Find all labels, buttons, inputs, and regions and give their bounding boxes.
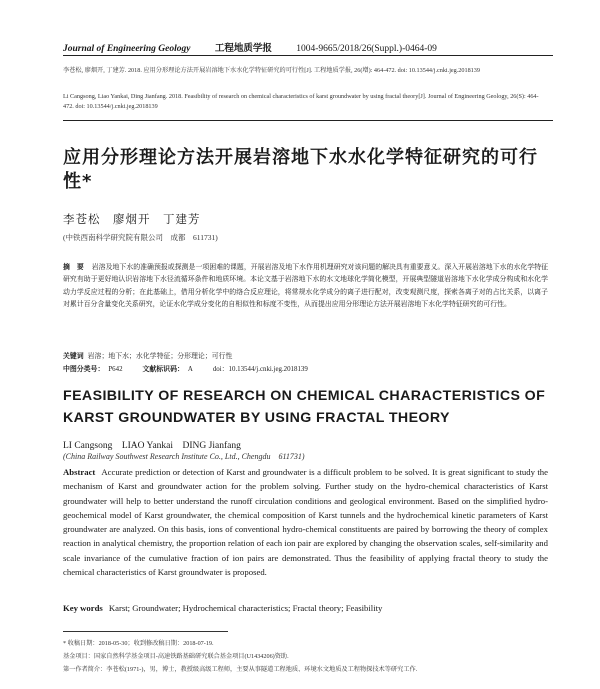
- abstract-cn-label: 摘 要: [63, 264, 84, 271]
- doi-value: 10.13544/j.cnki.jeg.2018139: [228, 366, 308, 373]
- authors-en: LI Cangsong LIAO Yankai DING Jianfang: [63, 441, 241, 451]
- footnote-funding: 基金项目：国家自然科学基金项目-高速铁路基础研究联合基金项目(U1434206)资助.: [63, 653, 289, 660]
- doi-label: doi：: [212, 366, 229, 373]
- keywords-en-label: Key words: [63, 603, 103, 613]
- abstract-cn-text: 岩溶及地下水的准确预报或探测是一项困难的课题，开展岩溶及地下水作用机理研究对该问题的解决具有重要意义。深入开展岩溶地下水的水化学特征研究有助于更好地认识岩溶地下水径流循环条件和地质环境。本论文基于岩溶地下水的水文地球化学简化模型，开展典型隧道岩溶地下水化学成分构成和水化学动力学反应过程的分析；在此基础上，借用分析化学中的络合反应理论，将常规水化学成分的离子进行配对，改变观测尺度，探索各离子对的占比关系，以离子对累计百分含量变化关系研究，论证水化学成分变化的自相似性和标度不变性，从而提出应用分形理论方法开展岩溶地下水化学特征研究的可行性。: [63, 264, 549, 308]
- keywords-cn-label: 关键词: [63, 353, 84, 360]
- title-cn: 应用分形理论方法开展岩溶地下水水化学特征研究的可行性*: [63, 147, 538, 192]
- footnote-rule: [63, 631, 228, 632]
- doc-code-label: 文献标识码：: [142, 366, 184, 373]
- journal-name-cn: 工程地质学报: [214, 44, 272, 54]
- abstract-en: [63, 465, 548, 579]
- abstract-en-text: Accurate prediction or detection of Karst and groundwater is a difficult problem to be solved. It is great significant to study the mechanism of Karst and groundwater action for the problem solving. Further study on the hydro-chemical characteristics of Karst groundwater will help to better understand the runoff circulation conditions and geological environment. Based on the simplified hydro-geochemical model of Karst groundwater, the chemical composition of Karst tunnels and the hydrochemical kinetic parameters of Karst groundwater are analyzed. On this basis, ions of conventional hydro-chemical constituents are paired by borrowing the theory of complex reaction in analytical chemistry, the proportion relation of each ion pair are explored by changing the observation scales, self-similarity and scale invariance of the cumulative fraction of ion pairs are demonstrated. Thus the feasibility of applying fractal theory to study the chemical characteristics of Karst groundwater is proposed.: [63, 467, 548, 578]
- journal-name: Journal of Engineering Geology: [63, 44, 191, 54]
- keywords-cn: [63, 350, 548, 360]
- issn-line: 1004-9665/2018/26(Suppl.)-0464-09: [296, 44, 437, 54]
- citation-cn: 李苍松, 廖烟开, 丁建芳. 2018. 应用分形理论方法开展岩溶地下水水化学特征研究的可行性[J]. 工程地质学报, 26(增): 464-472. doi: 10.13544/j.cnki.jeg.2018139: [63, 67, 480, 74]
- journal-header: [63, 40, 553, 54]
- citation-en: Li Cangsong, Liao Yankai, Ding Jianfang. 2018. Feasibility of research on chemical characteristics of karst groundwater by using fractal theory[J]. Journal of Engineering Geology, 26(S): 464-472. doi: 10.13544/j.cnki.jeg.2018139: [63, 93, 539, 110]
- footnote-received: * 收稿日期：2018-05-30；收到修改稿日期：2018-07-19.: [63, 640, 214, 647]
- abstract-cn: [63, 262, 548, 311]
- header-rule: [63, 55, 553, 56]
- clc-value: P642: [108, 366, 123, 373]
- citation-rule: [63, 120, 553, 121]
- abstract-en-label: Abstract: [63, 467, 96, 477]
- clc-label: 中图分类号：: [63, 366, 105, 373]
- keywords-cn-text: 岩溶；地下水；水化学特征；分形理论；可行性: [87, 353, 233, 360]
- footnote-author: 第一作者简介：李苍松(1971-)，男，博士，教授级高级工程师，主要从事隧道工程地质、环境水文地质及工程物探技术等研究工作.: [63, 666, 418, 673]
- affiliation-en: (China Railway Southwest Research Institute Co., Ltd., Chengdu 611731): [63, 452, 305, 461]
- title-en: FEASIBILITY OF RESEARCH ON CHEMICAL CHARACTERISTICS OF KARST GROUNDWATER BY USING FRACTAL THEORY: [63, 388, 546, 426]
- keywords-en-text: Karst; Groundwater; Hydrochemical characteristics; Fractal theory; Feasibility: [108, 603, 383, 613]
- authors-cn: 李苍松 廖烟开 丁建芳: [63, 214, 201, 226]
- keywords-en: [63, 603, 548, 613]
- affiliation-cn: (中铁西南科学研究院有限公司 成都 611731): [63, 233, 218, 242]
- classification-cn: [63, 363, 548, 373]
- doc-code-value: A: [187, 366, 193, 373]
